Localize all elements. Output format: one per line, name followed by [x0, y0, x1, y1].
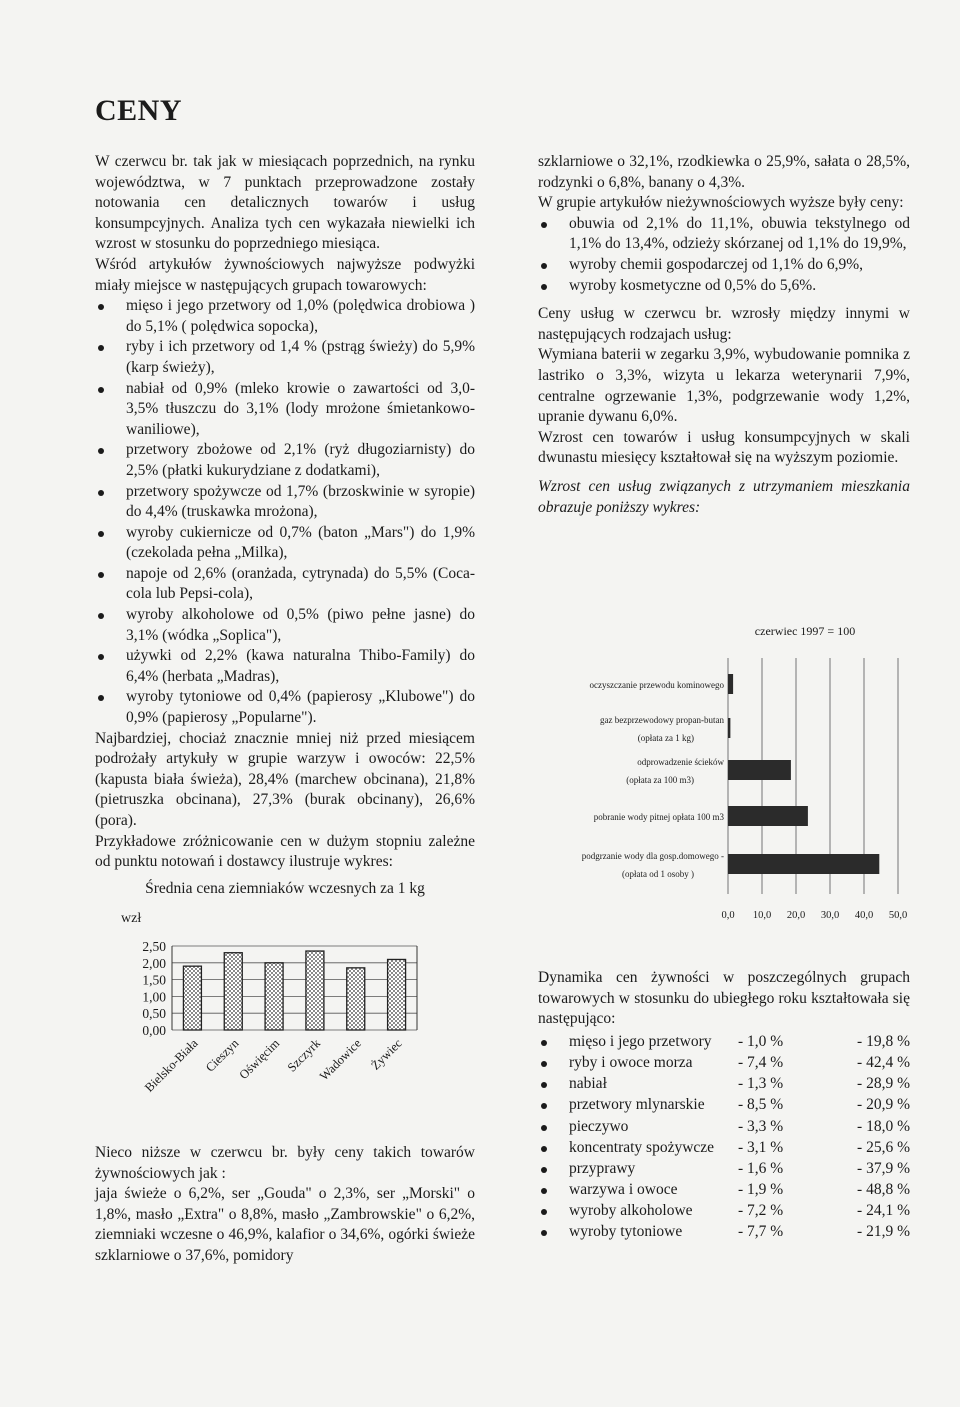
x-tick-label: 0,0 — [721, 910, 735, 921]
dynamics-group-name: przyprawy — [569, 1159, 636, 1177]
dynamics-annual-change: - 42,4 % — [857, 1053, 910, 1071]
x-tick-label: Wadowice — [316, 1036, 364, 1084]
y-tick-label: 1,50 — [142, 972, 166, 988]
dynamics-monthly-change: - 1,6 % — [738, 1159, 784, 1177]
x-tick-label: 10,0 — [752, 910, 772, 921]
dynamics-group-name: pieczywo — [569, 1117, 629, 1135]
dynamics-row — [538, 1222, 910, 1243]
bar — [728, 806, 808, 826]
y-category-label: (opłata od 1 osoby ) — [622, 869, 694, 879]
dynamics-row — [538, 1032, 910, 1053]
bullet-icon — [541, 1082, 547, 1088]
bar — [728, 760, 791, 780]
list-item: wyroby chemii gospodarczej od 1,1% do 6,9%, — [538, 255, 910, 276]
dynamics-annual-change: - 19,8 % — [857, 1032, 910, 1050]
bullet-icon — [541, 1188, 547, 1194]
y-tick-label: 2,50 — [142, 939, 166, 954]
dynamics-row — [538, 1159, 910, 1180]
services-detail-paragraph: Wymiana baterii w zegarku 3,9%, wybudowanie pomnika z lastriko o 3,3%, wizyta u lekarza weterynarii 7,9%, centralne ogrzewanie 1,3%, podgrzewanie wody 1,2%, upranie dywanu 6,0%. — [538, 346, 910, 426]
list-item: przetwory spożywcze od 1,7% (brzoskwinie w syropie) do 4,4% (truskawka mrożona), — [95, 482, 475, 523]
y-category-label: pobranie wody pitnej opłata 100 m3 — [593, 812, 724, 822]
lower-prices-list-paragraph: jaja świeże o 6,2%, ser „Gouda" o 2,3%, ser „Morski" o 1,8%, masło „Extra" o 8,8%, masło „Zambrowskie" o 6,2%, ziemniaki wczesne o 46,9%, kalafior o 34,6%, ogórki świeże szklarniowe o 37,6%, pomidory — [95, 1185, 475, 1264]
x-tick-label: Żywiec — [368, 1036, 405, 1073]
dynamics-annual-change: - 37,9 % — [857, 1159, 910, 1177]
dynamics-row — [538, 1095, 910, 1116]
x-tick-label: 40,0 — [854, 910, 874, 921]
bar — [183, 966, 201, 1030]
bullet-icon — [541, 1040, 547, 1046]
y-tick-label: 2,00 — [142, 955, 166, 971]
food-increase-list — [95, 296, 475, 728]
dynamics-group-name: wyroby alkoholowe — [569, 1202, 693, 1220]
housing-chart-svg — [538, 618, 910, 928]
list-item: ryby i ich przetwory od 1,4 % (pstrąg świeży) do 5,9% (karp świeży), — [95, 337, 475, 378]
y-category-label: podgrzanie wody dla gosp.domowego - — [581, 851, 724, 861]
dynamics-row — [538, 1201, 910, 1222]
x-tick-label: Szczyrk — [284, 1036, 324, 1075]
dynamics-annual-change: - 28,9 % — [857, 1075, 910, 1093]
dynamics-annual-change: - 25,6 % — [857, 1138, 910, 1156]
dynamics-group-name: warzywa i owoce — [569, 1181, 678, 1199]
food-dynamics-section — [538, 968, 910, 1244]
dynamics-monthly-change: - 1,3 % — [738, 1075, 784, 1093]
intro-paragraph: W czerwcu br. tak jak w miesiącach poprzednich, na rynku województwa, w 7 punktach przeprowadzone zostały notowania cen detalicznych towarów i usług konsumpcyjnych. Analiza tych cen wykazała niewielki ich wzrost w stosunku do poprzedniego miesiąca. — [95, 153, 475, 253]
nonfood-list — [538, 214, 910, 296]
continued-paragraph: szklarniowe o 32,1%, rzodkiewka o 25,9%, sałata o 28,5%, rodzynki o 6,8%, banany o 4,3%. — [538, 153, 910, 191]
x-tick-label: Bielsko-Biała — [142, 1036, 201, 1095]
dynamics-list — [538, 1032, 910, 1244]
bullet-icon — [541, 1146, 547, 1152]
y-category-label: (opłata za 1 kg) — [637, 733, 694, 743]
list-item: wyroby tytoniowe od 0,4% (papierosy „Klubowe") do 0,9% (papierosy „Popularne"). — [95, 687, 475, 728]
bullet-icon — [541, 1125, 547, 1131]
bar — [265, 963, 283, 1030]
bar — [224, 953, 242, 1030]
potato-price-chart — [95, 880, 475, 1150]
x-tick-label: 20,0 — [786, 910, 806, 921]
food-increase-paragraph: Wśród artykułów żywnościowych najwyższe podwyżki miały miejsce w następujących grupach towarowych: — [95, 255, 475, 294]
x-tick-label: 50,0 — [888, 910, 908, 921]
dynamics-intro: Dynamika cen żywności w poszczególnych grupach towarowych w stosunku do ubiegłego roku kształtowała się następująco: — [538, 969, 910, 1028]
list-item: mięso i jego przetwory od 1,0% (polędwica drobiowa ) do 5,1% ( polędwica sopocka), — [95, 296, 475, 337]
bullet-icon — [541, 1209, 547, 1215]
chart-title: czerwiec 1997 = 100 — [754, 624, 856, 638]
list-item: wyroby alkoholowe od 0,5% (piwo pełne jasne) do 3,1% (wódka „Soplica"), — [95, 605, 475, 646]
dynamics-row — [538, 1180, 910, 1201]
list-item: wyroby cukiernicze od 0,7% (baton „Mars") do 1,9% (czekolada pełna „Milka), — [95, 523, 475, 564]
list-item: nabiał od 0,9% (mleko krowie o zawartości od 3,0-3,5% tłuszczu do 3,1% (lody mrożone śmietankowo-waniliowe), — [95, 379, 475, 441]
dynamics-row — [538, 1074, 910, 1095]
dynamics-annual-change: - 48,8 % — [857, 1181, 910, 1199]
dynamics-group-name: przetwory mlynarskie — [569, 1096, 705, 1114]
nonfood-paragraph: W grupie artykułów nieżywnościowych wyższe były ceny: — [538, 194, 904, 212]
dynamics-annual-change: - 24,1 % — [857, 1202, 910, 1220]
dynamics-row — [538, 1138, 910, 1159]
bullet-icon — [541, 1103, 547, 1109]
list-item: obuwia od 2,1% do 11,1%, obuwia tekstylnego od 1,1% do 13,4%, odzieży skórzanej od 1,1% do 19,9%, — [538, 214, 910, 255]
lower-prices-paragraph: Nieco niższe w czerwcu br. były ceny takich towarów żywnościowych jak : — [95, 1144, 475, 1182]
dynamics-group-name: mięso i jego przetwory — [569, 1032, 712, 1050]
y-category-label: oczyszczanie przewodu kominowego — [589, 680, 724, 690]
vegetables-paragraph: Najbardziej, chociaż znacznie mniej niż przed miesiącem podrożały artykuły w grupie warzyw i owoców: 22,5% (kapusta biała świeża), 28,4% (marchew obcinana), 21,8% (pietruszka obcinana), 27,3% (burak obcinany), 26,6% (pora). — [95, 729, 475, 829]
y-category-label: (opłata za 100 m3) — [626, 775, 694, 785]
list-item: napoje od 2,6% (oranżada, cytrynada) do 5,5% (Coca-cola lub Pepsi-cola), — [95, 564, 475, 605]
list-item: używki od 2,2% (kawa naturalna Thibo-Family) do 6,4% (herbata „Madras), — [95, 646, 475, 687]
x-tick-label: Oświęcim — [236, 1036, 283, 1082]
dynamics-group-name: wyroby tytoniowe — [569, 1223, 683, 1241]
dynamics-group-name: koncentraty spożywcze — [569, 1138, 715, 1156]
left-bottom-text — [95, 1143, 475, 1267]
dynamics-monthly-change: - 1,0 % — [738, 1032, 784, 1050]
annual-paragraph: Wzrost cen towarów i usług konsumpcyjnych w skali dwunastu miesięcy kształtował się na wyższym poziomie. — [538, 428, 910, 467]
dynamics-monthly-change: - 8,5 % — [738, 1096, 784, 1114]
bullet-icon — [541, 1061, 547, 1067]
y-category-label: odprowadzenie ścieków — [637, 757, 724, 767]
x-tick-label: Cieszyn — [202, 1036, 242, 1075]
dynamics-annual-change: - 18,0 % — [857, 1117, 910, 1135]
housing-chart-intro: Wzrost cen usług związanych z utrzymaniem mieszkania obrazuje poniższy wykres: — [538, 477, 910, 516]
bar — [728, 674, 733, 694]
dynamics-group-name: ryby i owoce morza — [569, 1053, 693, 1071]
dynamics-monthly-change: - 3,1 % — [738, 1138, 784, 1156]
bar — [347, 968, 365, 1030]
y-axis-label: wzł — [121, 911, 142, 926]
y-tick-label: 0,00 — [142, 1023, 166, 1038]
dynamics-monthly-change: - 1,9 % — [738, 1181, 784, 1199]
page-title: CENY — [95, 94, 183, 127]
right-column — [538, 152, 910, 518]
list-item: przetwory zbożowe od 2,1% (ryż długoziarnisty) do 2,5% (płatki kukurydziane z dodatkami), — [95, 440, 475, 481]
chart-title: Średnia cena ziemniaków wczesnych za 1 kg — [145, 880, 425, 897]
services-paragraph: Ceny usług w czerwcu br. wzrosły między innymi w następujących rodzajach usług: — [538, 305, 910, 343]
list-item: wyroby kosmetyczne od 0,5% do 5,6%. — [538, 276, 910, 297]
bar — [728, 718, 730, 738]
dynamics-monthly-change: - 3,3 % — [738, 1117, 784, 1135]
chart-intro-paragraph: Przykładowe zróżnicowanie cen w dużym stopniu zależne od punktu notowań i dostawcy ilustruje wykres: — [95, 832, 475, 871]
dynamics-row — [538, 1117, 910, 1138]
x-tick-label: 30,0 — [820, 910, 840, 921]
bar — [728, 854, 879, 874]
dynamics-row — [538, 1053, 910, 1074]
dynamics-annual-change: - 21,9 % — [857, 1223, 910, 1241]
bullet-icon — [541, 1167, 547, 1173]
dynamics-monthly-change: - 7,4 % — [738, 1053, 784, 1071]
dynamics-monthly-change: - 7,7 % — [738, 1223, 784, 1241]
dynamics-annual-change: - 20,9 % — [857, 1096, 910, 1114]
left-column — [95, 152, 475, 873]
bullet-icon — [541, 1230, 547, 1236]
housing-services-chart — [538, 618, 910, 928]
y-category-label: gaz bezprzewodowy propan-butan — [600, 715, 724, 725]
dynamics-monthly-change: - 7,2 % — [738, 1202, 784, 1220]
y-tick-label: 0,50 — [142, 1006, 166, 1022]
dynamics-group-name: nabiał — [569, 1075, 607, 1093]
y-tick-label: 1,00 — [142, 989, 166, 1005]
bar — [306, 951, 324, 1030]
potato-chart-svg — [95, 880, 475, 1150]
bar — [388, 959, 406, 1030]
